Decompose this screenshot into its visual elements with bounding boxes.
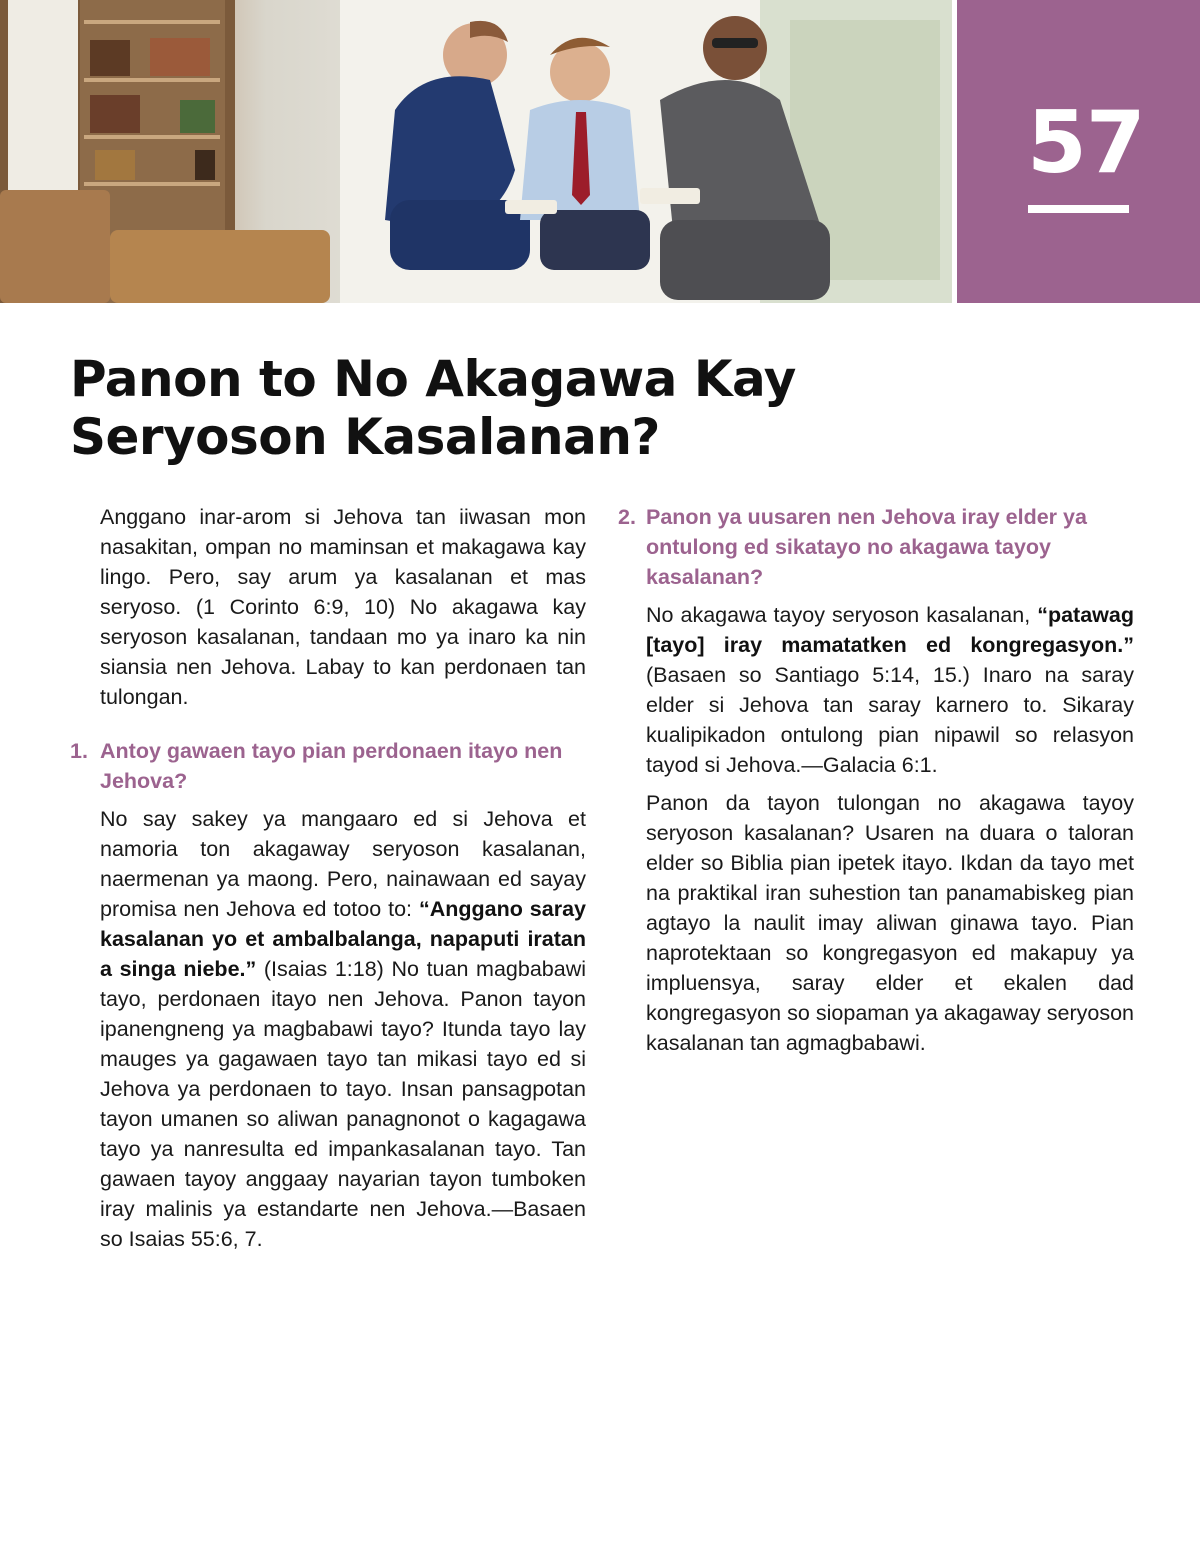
- right-column: [618, 502, 1134, 1066]
- chapter-underline: [1028, 205, 1129, 213]
- answer-1-text-after: (Isaias 1:18) No tuan magbabawi tayo, perdonaen itayo nen Jehova. Panon tayon ipanengneng ya magbabawi tayo? Itunda tayo lay mauges ya gagawaen tayo tan mikasi tayo ed si Jehova ya perdonaen to tayo. Insan pansagpotan tayon umanen so aliwan panagnonot o kagagawa tayo ya nanresulta ed impankasalanan tayo. Tan gawaen tayoy anggaay nayarian tayon tumboken iray malinis ya estandarte nen Jehova.—Basaen so Isaias 55:6, 7.: [100, 957, 587, 1251]
- header-photo-illustration: [0, 0, 952, 303]
- question-2: [618, 502, 1134, 592]
- question-1-number: 1.: [70, 739, 88, 763]
- question-2-number: 2.: [618, 505, 636, 529]
- answer-2-paragraph-1: [618, 600, 1134, 780]
- answer-2-quote: “patawag [tayo] iray mamatatken ed kongregasyon.”: [646, 603, 1134, 657]
- chapter-badge: [957, 0, 1200, 303]
- title-line-2: Seryoson Kasalanan?: [70, 408, 660, 466]
- intro-paragraph: Anggano inar-arom si Jehova tan iiwasan mon nasakitan, ompan no maminsan et makagawa kay lingo. Pero, say arum ya kasalanan et mas seryoso. (1 Corinto 6:9, 10) No akagawa kay seryoson kasalanan, tandaan mo ya inaro ka nin siansia nen Jehova. Labay to kan perdonaen tan tulongan.: [100, 505, 586, 709]
- page-title: [70, 350, 870, 466]
- answer-2-paragraph-2: Panon da tayon tulongan no akagawa tayoy seryoson kasalanan? Usaren na duara o taloran elder so Biblia pian ipetek itayo. Ikdan da tayo met na praktikal iran suhestion tan panamabiskeg pian agtayo la naulit imay aliwan ginawa tayo. Pian naprotektaan so kongregasyon ed makapuy ya impluensya, saray elder et ekalen dad kongregasyon so siopaman ya akagaway seryoson kasalanan tan agmagbabawi.: [646, 791, 1134, 1055]
- answer-1-text-before: No say sakey ya mangaaro ed si Jehova et namoria ton akagaway seryoson kasalanan, naermenan ya maong. Pero, nainawaan ed sayay promisa nen Jehova ed totoo to:: [100, 807, 586, 921]
- header-photo: [0, 0, 952, 303]
- question-1-text: Antoy gawaen tayo pian perdonaen itayo nen Jehova?: [100, 739, 563, 793]
- chapter-number: 57: [1027, 93, 1145, 193]
- answer-1-paragraph: [70, 804, 586, 1254]
- answer-2-text-after: (Basaen so Santiago 5:14, 15.) Inaro na saray elder si Jehova tan saray karnero to. Sikaray kualipikadon ontulong pian nipawil so relasyon tayod si Jehova.—Galacia 6:1.: [646, 663, 1134, 777]
- answer-2-text-before: No akagawa tayoy seryoson kasalanan,: [646, 603, 1038, 627]
- question-2-text: Panon ya uusaren nen Jehova iray elder ya ontulong ed sikatayo no akagawa tayoy kasalanan?: [646, 505, 1087, 589]
- title-line-1: Panon to No Akagawa Kay: [70, 350, 796, 408]
- left-column: [70, 502, 586, 1262]
- answer-1-quote: “Anggano saray kasalanan yo et ambalbalanga, napaputi iratan a singa niebe.”: [100, 897, 586, 981]
- question-1: [70, 736, 586, 796]
